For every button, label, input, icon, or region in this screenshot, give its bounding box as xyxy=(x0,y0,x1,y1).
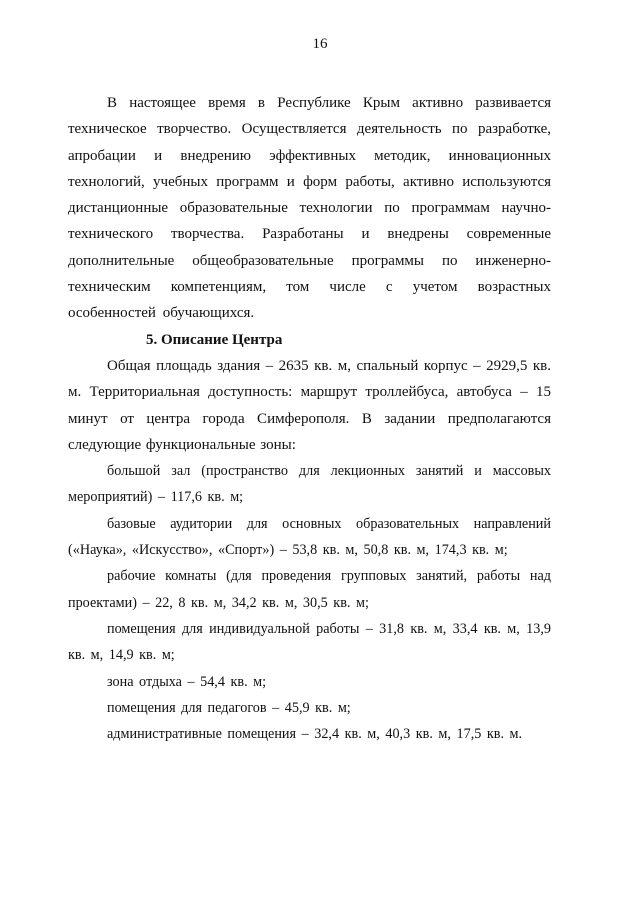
zone-item-work-rooms: рабочие комнаты (для проведения групповых занятий, работы над проектами) – 22, 8 кв. м, 34,2 кв. м, 30,5 кв. м; xyxy=(68,568,551,611)
zone-item-teacher-rooms: помещения для педагогов – 45,9 кв. м; xyxy=(107,699,351,716)
center-description-paragraph: Общая площадь здания – 2635 кв. м, спальный корпус – 2929,5 кв. м. Территориальная доступность: маршрут троллейбуса, автобуса – 15 минут от центра города Симферополя. В задании предполагаются следующие функциональные зоны: xyxy=(68,357,551,453)
page-number: 16 xyxy=(312,36,328,52)
zone-item-main-hall: большой зал (пространство для лекционных занятий и массовых мероприятий) – 117,6 кв. м; xyxy=(68,463,551,506)
zone-item-rest-area: зона отдыха – 54,4 кв. м; xyxy=(107,673,267,690)
intro-paragraph: В настоящее время в Республике Крым активно развивается техническое творчество. Осуществляется деятельность по разработке, апробации и внедрению эффективных методик, инновационных технологий, учебных программ и форм работы, активно используются дистанционные образовательные технологии по программам научно-технического творчества. Разработаны и внедрены современные дополнительные общеобразовательные программы по инженерно-техническим компетенциям, том числе с учетом возрастных особенностей обучающихся. xyxy=(68,95,551,322)
section-title: 5. Описание Центра xyxy=(146,331,283,348)
zone-item-base-classrooms: базовые аудитории для основных образовательных направлений («Наука», «Искусство», «Спорт») – 53,8 кв. м, 50,8 кв. м, 174,3 кв. м; xyxy=(68,515,551,559)
page-content xyxy=(68,90,551,747)
zone-item-individual-rooms: помещения для индивидуальной работы – 31,8 кв. м, 33,4 кв. м, 13,9 кв. м, 14,9 кв. м; xyxy=(68,620,551,664)
zone-item-admin-rooms: административные помещения – 32,4 кв. м, 40,3 кв. м, 17,5 кв. м. xyxy=(107,726,523,743)
